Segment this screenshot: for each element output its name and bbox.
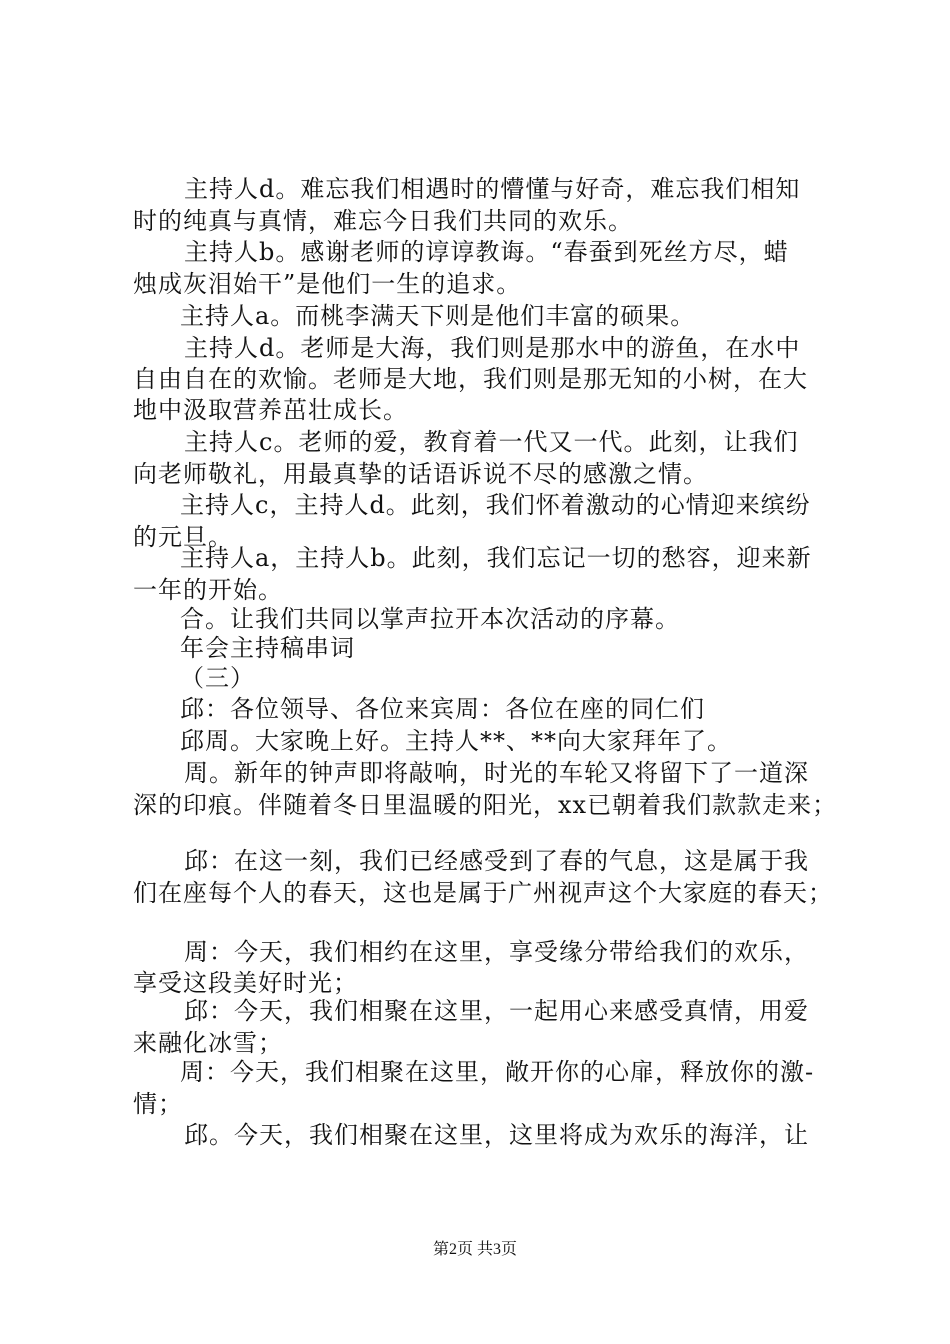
text-line: 享受这段美好时光；: [133, 969, 358, 997]
text-line: 地中汲取营养茁壮成长。: [133, 396, 408, 424]
text-line: 的元旦。: [133, 523, 233, 551]
text-line: 一年的开始。: [133, 576, 283, 604]
text-line: 年会主持稿串词: [180, 634, 355, 662]
text-line: （三）: [180, 664, 255, 692]
text-line: 情；: [133, 1090, 183, 1118]
text-line: 邱周。大家晚上好。主持人**、**向大家拜年了。: [180, 727, 732, 755]
text-line: 主持人d。老师是大海，我们则是那水中的游鱼，在水中: [184, 334, 801, 362]
text-line: 主持人b。感谢老师的谆谆教诲。“春蚕到死丝方尽，蜡: [184, 238, 789, 266]
text-line: 邱。今天，我们相聚在这里，这里将成为欢乐的海洋，让: [184, 1121, 809, 1149]
text-line: 主持人a。而桃李满天下则是他们丰富的硕果。: [180, 302, 696, 330]
text-line: 周：今天，我们相约在这里，享受缘分带给我们的欢乐，: [184, 938, 809, 966]
text-line: 烛成灰泪始干”是他们一生的追求。: [133, 270, 522, 298]
text-line: 邱：今天，我们相聚在这里，一起用心来感受真情，用爱: [184, 997, 809, 1025]
text-line: 来融化冰雪；: [133, 1029, 283, 1057]
text-line: 邱：各位领导、各位来宾周：各位在座的同仁们: [180, 695, 705, 723]
text-line: 主持人d。难忘我们相遇时的懵懂与好奇，难忘我们相知: [184, 175, 801, 203]
page-number: 第2页 共3页: [432, 1241, 517, 1258]
text-line: 自由自在的欢愉。老师是大地，我们则是那无知的小树，在大: [133, 365, 808, 393]
text-line: 邱：在这一刻，我们已经感受到了春的气息，这是属于我: [184, 847, 809, 875]
text-line: 时的纯真与真情，难忘今日我们共同的欢乐。: [133, 207, 633, 235]
text-line: 周：今天，我们相聚在这里，敞开你的心扉，释放你的激-: [180, 1058, 815, 1086]
text-line: 合。让我们共同以掌声拉开本次活动的序幕。: [180, 605, 680, 633]
text-line: 主持人c，主持人d。此刻，我们怀着激动的心情迎来缤纷: [180, 491, 811, 519]
text-line: 们在座每个人的春天，这也是属于广州视声这个大家庭的春天；: [133, 879, 833, 907]
text-line: 向老师敬礼，用最真挚的话语诉说不尽的感激之情。: [133, 460, 708, 488]
text-line: 主持人a，主持人b。此刻，我们忘记一切的愁容，迎来新: [180, 544, 812, 572]
text-line: 主持人c。老师的爱，教育着一代又一代。此刻，让我们: [184, 428, 799, 456]
text-line: 深的印痕。伴随着冬日里温暖的阳光，xx已朝着我们款款走来；: [133, 791, 838, 819]
text-line: 周。新年的钟声即将敲响，时光的车轮又将留下了一道深: [184, 759, 809, 787]
